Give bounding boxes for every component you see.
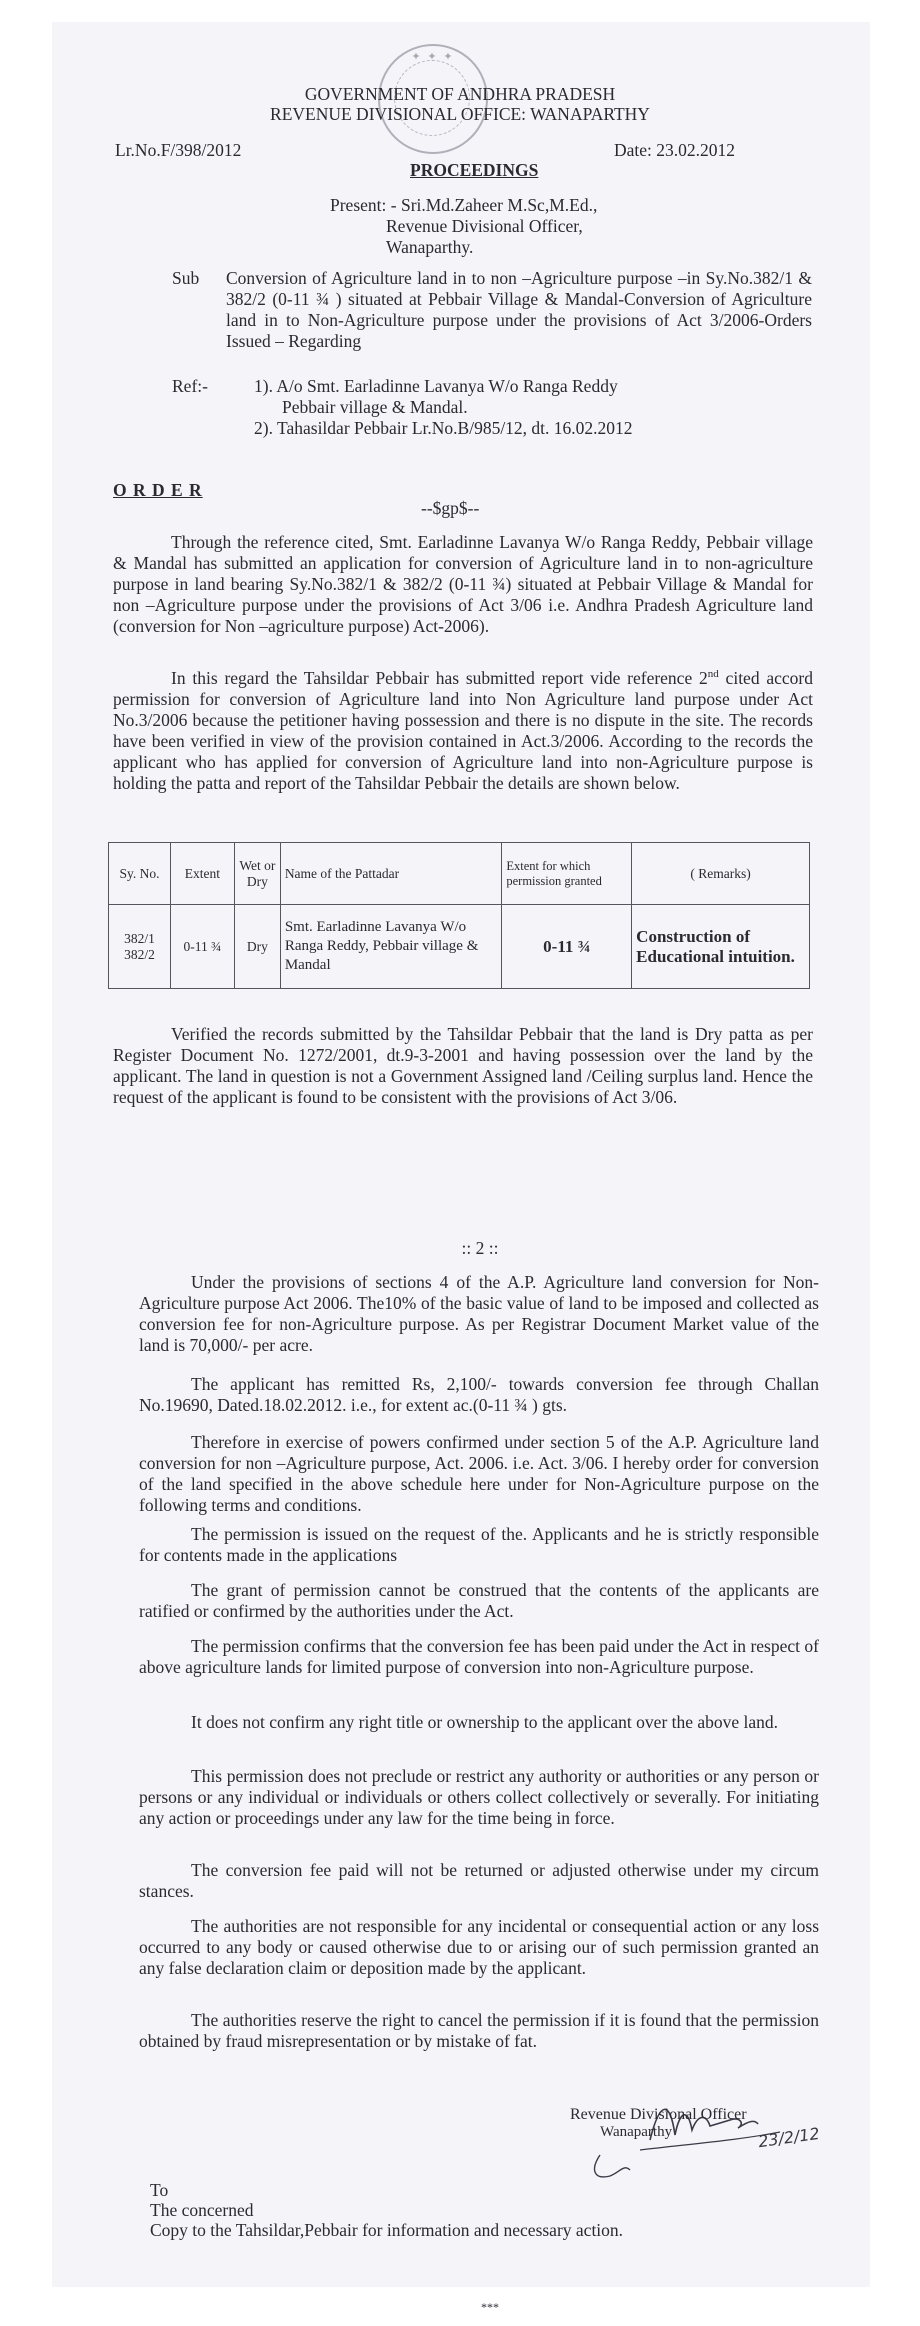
condition-paragraph-1: Under the provisions of sections 4 of the A.P. Agriculture land conversion for Non-Agriculture purpose Act 2006. The10% of the basic value of land to be imposed and collected as conversion fee for non-Agriculture purpose. As per Registrar Document Market value of the land is 70,000/- per acre. [139,1272,819,1355]
schedule-table [108,842,810,989]
condition-paragraph-3: Therefore in exercise of powers confirmed under section 5 of the A.P. Agriculture land conversion for non –Agriculture purpose, Act. 2006. i.e. Act. 3/06. I hereby order for conversion of the land specified in the above schedule here under for Non-Agriculture purpose on the following terms and conditions. [139,1432,819,1515]
signatory-place: Wanaparthy [600,2124,673,2140]
condition-paragraph-5: The grant of permission cannot be construed that the contents of the applicants are ratified or confirmed by the authorities under the Act. [139,1580,819,1621]
verification-paragraph: Verified the records submitted by the Tahsildar Pebbair that the land is Dry patta as per Register Document No. 1272/2001, dt.9-3-2001 and having possession over the land by the applicant. The land in question is not a Government Assigned land /Ceiling surplus land. Hence the request of the applicant is found to be consistent with the provisions of Act 3/06. [113,1024,813,1107]
header-extent: Extent [170,843,234,905]
condition-paragraph-10: The authorities are not responsible for any incidental or consequential action or any loss occurred to any body or caused otherwise due to or arising our of such permission granted an any false declaration claim or deposition made by the applicant. [139,1916,819,1978]
condition-paragraph-11: The authorities reserve the right to cancel the permission if it is found that the permission obtained by fraud misrepresentation or by mistake of fat. [139,2010,819,2051]
order-date: Date: 23.02.2012 [614,140,736,160]
order-paragraph-1: Through the reference cited, Smt. Earladinne Lavanya W/o Ranga Reddy, Pebbair village & Mandal has submitted an application for conversion of Agriculture land in to non-agriculture purpose in land bearing Sy.No.382/1 & 382/2 (0-11 ¾) situated at Pebbair Village & Mandal for non –Agriculture purpose under the provisions of Act 3/06 i.e. Andhra Pradesh Agriculture land (conversion for Non –agriculture purpose) Act-2006). [113,532,813,636]
present-line: Present: - Sri.Md.Zaheer M.Sc,M.Ed., [330,195,598,215]
page-marker: :: 2 :: [461,1238,499,1258]
cell-remarks: Construction of Educational intuition. [632,905,810,989]
subject-text: Conversion of Agriculture land in to non –Agriculture purpose –in Sy.No.382/1 & 382/2 (0-11 ¾ ) situated at Pebbair Village & Mandal-Conversion of Agriculture land in to Non-Agriculture purpose under the provisions of Act 3/2006-Orders Issued – Regarding [226,268,812,351]
end-marker: *** [481,2300,499,2314]
proceedings-heading: PROCEEDINGS [410,160,539,180]
office-title: REVENUE DIVISIONAL OFFICE: WANAPARTHY [270,104,650,124]
government-title: GOVERNMENT OF ANDHRA PRADESH [304,84,616,104]
handwritten-date: 23/2/12 [756,2123,821,2152]
cell-pattadar: Smt. Earladinne Lavanya W/o Ranga Reddy, Pebbair village & Mandal [280,905,502,989]
header-remarks: ( Remarks) [632,843,810,905]
subject-label: Sub [172,268,200,288]
to-label: To [150,2180,169,2200]
order-paragraph-2: In this regard the Tahsildar Pebbair has submitted report vide reference 2nd cited accord permission for conversion of Agriculture land into Non Agriculture land purpose under Act No.3/2006 because the petitioner having possession and there is no dispute in the site. The records have been verified in view of the provision contained in Act.3/2006. According to the records the applicant who has applied for conversion of Agriculture land into non-Agriculture purpose is holding the patta and report of the Tahsildar Pebbair the details are shown below. [113,667,813,793]
order-heading: O R D E R [113,480,203,500]
condition-paragraph-7: It does not confirm any right title or ownership to the applicant over the above land. [191,1712,779,1732]
header-granted: Extent for which permission granted [502,843,632,905]
present-place: Wanaparthy. [386,237,474,257]
table-row [109,905,810,989]
condition-paragraph-9: The conversion fee paid will not be returned or adjusted otherwise under my circum stances. [139,1860,819,1901]
header-wet-dry: Wet or Dry [234,843,280,905]
present-designation: Revenue Divisional Officer, [386,216,583,236]
addressee: The concerned [150,2200,254,2220]
condition-paragraph-2: The applicant has remitted Rs, 2,100/- towards conversion fee through Challan No.19690, Dated.18.02.2012. i.e., for extent ac.(0-11 ¾ ) gts. [139,1374,819,1415]
signatory-designation: Revenue Divisional Officer [570,2106,747,2123]
cell-granted: 0-11 ¾ [502,905,632,989]
reference-1: 1). A/o Smt. Earladinne Lavanya W/o Ranga Reddy [254,376,618,396]
office-seal: ✦ ✦ ✦ [378,44,488,154]
reference-2: 2). Tahasildar Pebbair Lr.No.B/985/12, dt. 16.02.2012 [254,418,633,438]
condition-paragraph-8: This permission does not preclude or restrict any authority or authorities or any person or persons or any individual or individuals or others collect collectively or severally. For initiating any action or proceedings under any law for the time being in force. [139,1766,819,1828]
reference-1-place: Pebbair village & Mandal. [282,397,468,417]
references-label: Ref:- [172,376,208,396]
reference-number: Lr.No.F/398/2012 [115,140,242,160]
cell-sy-no: 382/1 382/2 [109,905,171,989]
copy-line: Copy to the Tahsildar,Pebbair for information and necessary action. [150,2220,624,2240]
cell-wet-dry: Dry [234,905,280,989]
condition-paragraph-4: The permission is issued on the request of the. Applicants and he is strictly responsible for contents made in the applications [139,1524,819,1565]
order-separator: --$gp$-- [421,498,480,518]
cell-extent: 0-11 ¾ [170,905,234,989]
table-header-row [109,843,810,905]
header-sy-no: Sy. No. [109,843,171,905]
header-pattadar: Name of the Pattadar [280,843,502,905]
condition-paragraph-6: The permission confirms that the conversion fee has been paid under the Act in respect of above agriculture lands for limited purpose of conversion into non-Agriculture purpose. [139,1636,819,1677]
